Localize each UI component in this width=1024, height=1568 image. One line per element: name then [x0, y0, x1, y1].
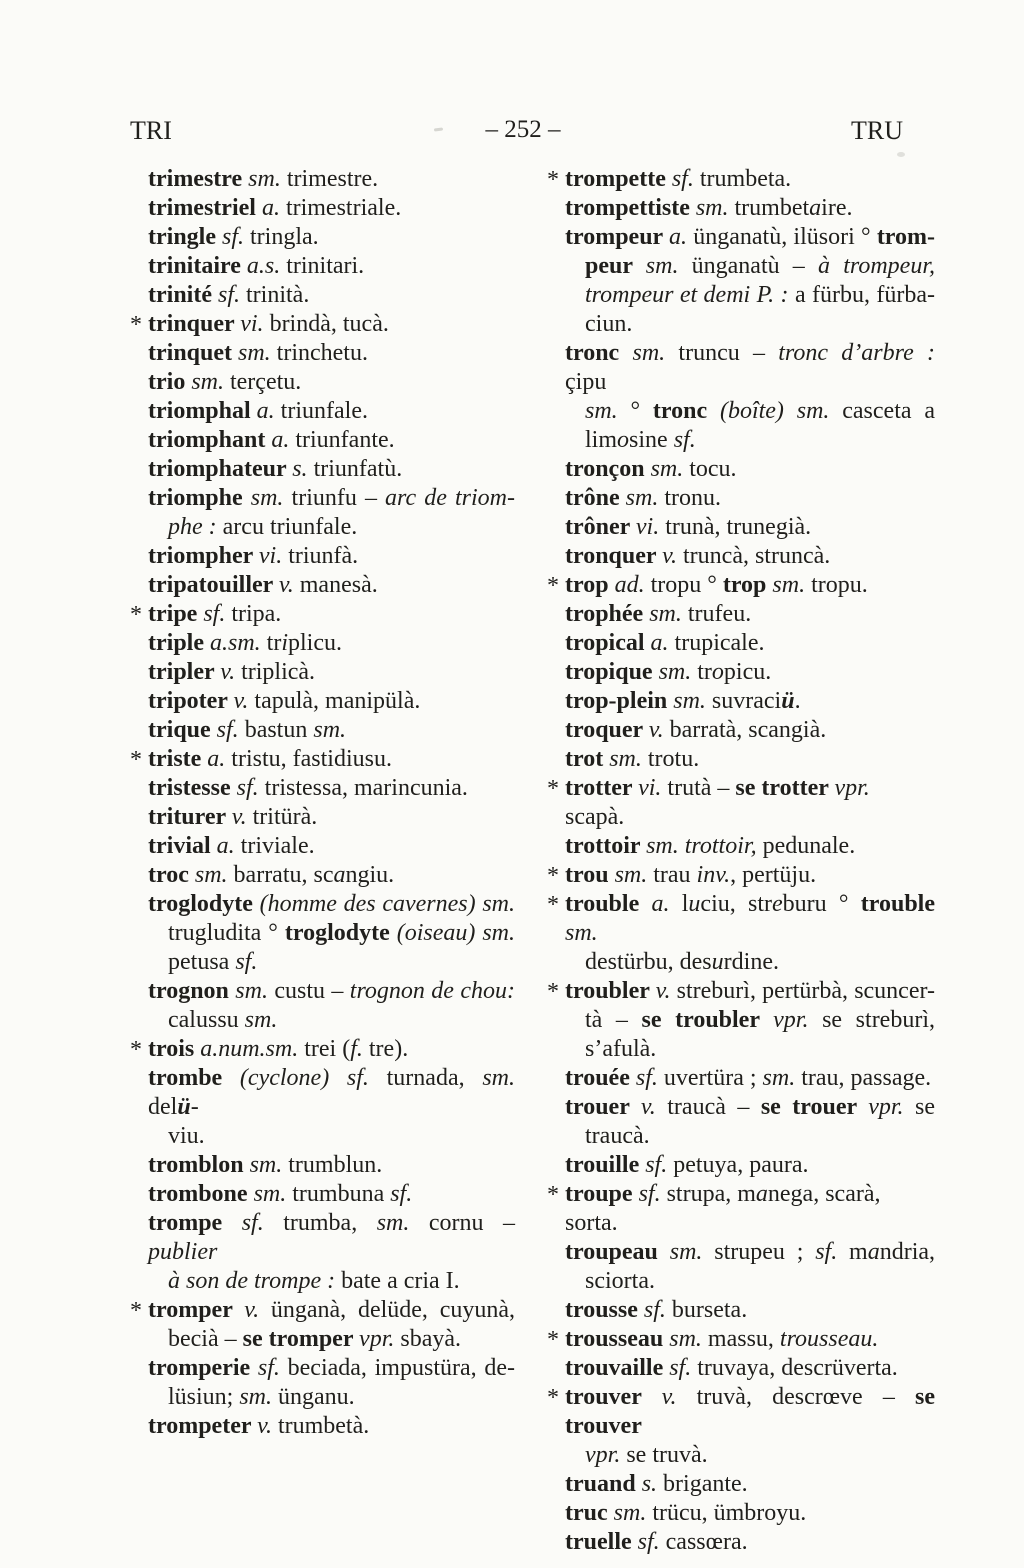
dictionary-entry: [130, 1064, 515, 1151]
entry-line: tripler v. triplicà.: [148, 659, 316, 685]
dictionary-entry: [130, 368, 515, 397]
entry-line: triste a. tristu, fastidiusu.: [148, 746, 392, 772]
dictionary-entry: [547, 977, 935, 1064]
dictionary-entry: [130, 774, 515, 803]
dictionary-entry: [547, 1470, 935, 1499]
dictionary-entry: [130, 310, 515, 339]
entry-line: trombone sm. trumbuna sf.: [148, 1181, 413, 1207]
dictionary-entry: [130, 977, 515, 1035]
dictionary-entry: [547, 223, 935, 339]
entry-line: trouée sf. uvertüra ; sm. trau, passage.: [565, 1065, 932, 1091]
dictionary-entry: [130, 339, 515, 368]
entry-line: tripoter v. tapulà, manipülà.: [148, 688, 421, 714]
dictionary-entry: [130, 803, 515, 832]
entry-line: trop-plein sm. suvraciü.: [565, 688, 801, 714]
entry-line: s’afulà.: [585, 1036, 657, 1062]
entry-line: trinitaire a.s. trinitari.: [148, 253, 365, 279]
page-number: – 252 –: [485, 116, 561, 143]
dictionary-entry: [547, 1528, 935, 1557]
entry-line: sciorta.: [585, 1268, 655, 1294]
dictionary-entry: [547, 1238, 935, 1296]
entry-line: trot sm. trotu.: [565, 746, 700, 772]
dictionary-entry: [130, 426, 515, 455]
dictionary-entry: [547, 629, 935, 658]
dictionary-entry: [130, 600, 515, 629]
dictionary-entry: [130, 194, 515, 223]
entry-line: limosine sf.: [585, 427, 696, 453]
dictionary-entry: [547, 571, 935, 600]
star-marker: *: [547, 863, 559, 889]
entry-line: trique sf. bastun sm.: [148, 717, 347, 743]
entry-line: viu.: [168, 1123, 205, 1149]
dictionary-entry: [130, 484, 515, 542]
entry-line: trophée sm. trufeu.: [565, 601, 752, 627]
dictionary-entry: [547, 890, 935, 977]
entry-line: traucà.: [585, 1123, 650, 1149]
entry-line: triomphal a. triunfale.: [148, 398, 368, 424]
dictionary-entry: [130, 687, 515, 716]
entry-line: trompeter v. trumbetà.: [148, 1413, 370, 1439]
entry-line: tronçon sm. tocu.: [565, 456, 737, 482]
entry-line: trou sm. trau inv., pertüju.: [565, 862, 817, 888]
entry-line: trombe (cyclone) sf. turnada, sm. delü-: [148, 1065, 515, 1120]
star-marker: *: [547, 167, 559, 193]
dictionary-entry: [130, 1209, 515, 1296]
entry-line: trio sm. terçetu.: [148, 369, 302, 395]
dictionary-entry: [547, 716, 935, 745]
entry-line: trimestre sm. trimestre.: [148, 166, 379, 192]
dictionary-entry: [130, 1412, 515, 1441]
entry-line: à son de trompe : bate a cria I.: [168, 1268, 460, 1294]
star-marker: *: [547, 776, 559, 802]
entry-line: triple a.sm. triplicu.: [148, 630, 342, 656]
entry-line: tringle sf. tringla.: [148, 224, 319, 250]
entry-line: trompeur a. ünganatù, ilüsori ° trom-: [565, 224, 936, 250]
entry-line: troc sm. barratu, scangiu.: [148, 862, 395, 888]
star-marker: *: [130, 1037, 142, 1063]
entry-line: trinquer vi. brindà, tucà.: [148, 311, 389, 337]
dictionary-entry: [547, 1093, 935, 1151]
dictionary-entry: [130, 281, 515, 310]
dictionary-entry: [547, 600, 935, 629]
entry-line: troglodyte (homme des cavernes) sm.: [148, 891, 515, 917]
entry-line: trouer v. traucà – se trouer vpr. se: [565, 1094, 935, 1120]
dictionary-entry: [130, 658, 515, 687]
left-column: [130, 165, 515, 1441]
dictionary-entry: [547, 165, 935, 194]
dictionary-entry: [547, 861, 935, 890]
entry-line: trognon sm. custu – trognon de chou:: [148, 978, 515, 1004]
entry-line: tronquer v. truncà, struncà.: [565, 543, 831, 569]
star-marker: *: [547, 1327, 559, 1353]
dictionary-entry: [547, 1354, 935, 1383]
dictionary-entry: [130, 397, 515, 426]
dictionary-entry: [130, 629, 515, 658]
guide-word-right: TRU: [851, 116, 903, 145]
entry-line: triompher vi. triunfà.: [148, 543, 359, 569]
dictionary-entry: [547, 1296, 935, 1325]
entry-line: trottoir sm. trottoir, pedunale.: [565, 833, 856, 859]
entry-line: becià – se tromper vpr. sbayà.: [168, 1326, 462, 1352]
entry-line: trouver v. truvà, descrœve – se trouver: [565, 1384, 936, 1439]
entry-line: trompettiste sm. trumbetaire.: [565, 195, 853, 221]
dictionary-entry: [130, 252, 515, 281]
dictionary-entry: [547, 745, 935, 774]
dictionary-entry: [547, 1325, 935, 1354]
entry-line: troubler v. streburì, pertürbà, scuncer-: [565, 978, 935, 1004]
dictionary-entry: [547, 658, 935, 687]
entry-line: calussu sm.: [168, 1007, 278, 1033]
entry-line: trouvaille sf. truvaya, descrüverta.: [565, 1355, 898, 1381]
star-marker: *: [547, 573, 559, 599]
dictionary-entry: [130, 716, 515, 745]
star-marker: *: [130, 1298, 142, 1324]
star-marker: *: [130, 312, 142, 338]
dictionary-entry: [547, 455, 935, 484]
entry-line: trompe sf. trumba, sm. cornu – publier: [148, 1210, 516, 1265]
dictionary-entry: [130, 1151, 515, 1180]
entry-line: trône sm. tronu.: [565, 485, 721, 511]
dictionary-entry: [547, 687, 935, 716]
entry-line: peur sm. ünganatù – à trompeur,: [585, 253, 935, 279]
dictionary-entry: [547, 1180, 935, 1238]
entry-line: triomphe sm. triunfu – arc de triom-: [148, 485, 515, 511]
dictionary-entry: [130, 1354, 515, 1412]
entry-line: tropique sm. tropicu.: [565, 659, 772, 685]
entry-line: trôner vi. trunà, trunegià.: [565, 514, 812, 540]
star-marker: *: [547, 1182, 559, 1208]
entry-line: tronc sm. truncu – tronc d’arbre : çipu: [565, 340, 935, 395]
star-marker: *: [130, 747, 142, 773]
entry-line: tromperie sf. beciada, impustüra, de-: [148, 1355, 515, 1381]
entry-line: trotter vi. trutà – se trotter vpr. scapà.: [565, 775, 870, 830]
dictionary-entry: [130, 1035, 515, 1064]
scan-artifact: [897, 152, 905, 157]
dictionary-entry: [130, 1180, 515, 1209]
dictionary-entry: [130, 861, 515, 890]
dictionary-entry: [547, 774, 935, 832]
entry-line: trousseau sm. massu, trousseau.: [565, 1326, 879, 1352]
dictionary-entry: [130, 223, 515, 252]
dictionary-entry: [547, 513, 935, 542]
star-marker: *: [547, 979, 559, 1005]
entry-line: petusa sf.: [168, 949, 258, 975]
entry-line: tromper v. ünganà, delüde, cuyunà,: [148, 1297, 515, 1323]
entry-line: truc sm. trücu, ümbroyu.: [565, 1500, 807, 1526]
entry-line: trimestriel a. trimestriale.: [148, 195, 402, 221]
entry-line: tripatouiller v. manesà.: [148, 572, 378, 598]
dictionary-entry: [547, 832, 935, 861]
entry-line: tà – se troubler vpr. se streburì,: [585, 1007, 935, 1033]
star-marker: *: [547, 892, 559, 918]
dictionary-entry: [130, 890, 515, 977]
entry-line: trousse sf. burseta.: [565, 1297, 748, 1323]
dictionary-entry: [547, 1151, 935, 1180]
dictionary-entry: [130, 165, 515, 194]
entry-line: lüsiun; sm. ünganu.: [168, 1384, 355, 1410]
dictionary-entry: [547, 484, 935, 513]
dictionary-entry: [130, 745, 515, 774]
dictionary-entry: [130, 542, 515, 571]
entry-line: truelle sf. cassœra.: [565, 1529, 748, 1555]
guide-word-left: TRI: [130, 116, 172, 145]
entry-line: triomphateur s. triunfatù.: [148, 456, 403, 482]
dictionary-entry: [547, 1383, 935, 1470]
entry-line: trop ad. tropu ° trop sm. tropu.: [565, 572, 868, 598]
entry-line: triturer v. tritürà.: [148, 804, 318, 830]
entry-line: sm. ° tronc (boîte) sm. casceta a: [585, 398, 935, 424]
star-marker: *: [547, 1385, 559, 1411]
entry-line: truand s. brigante.: [565, 1471, 748, 1497]
entry-line: trivial a. triviale.: [148, 833, 315, 859]
star-marker: *: [130, 602, 142, 628]
entry-line: destürbu, desurdine.: [585, 949, 779, 975]
entry-line: trinité sf. trinità.: [148, 282, 310, 308]
entry-line: trouille sf. petuya, paura.: [565, 1152, 809, 1178]
entry-line: troupeau sm. strupeu ; sf. mandria,: [565, 1239, 936, 1265]
dictionary-entry: [130, 571, 515, 600]
entry-line: tromblon sm. trumblun.: [148, 1152, 383, 1178]
dictionary-entry: [130, 1296, 515, 1354]
dictionary-entry: [547, 1499, 935, 1528]
dictionary-entry: [130, 832, 515, 861]
page-header: [0, 116, 1024, 148]
entry-line: tropical a. trupicale.: [565, 630, 765, 656]
entry-line: phe : arcu triunfale.: [168, 514, 358, 540]
entry-line: ciun.: [585, 311, 633, 337]
entry-line: tripe sf. tripa.: [148, 601, 282, 627]
entry-line: trompette sf. trumbeta.: [565, 166, 792, 192]
right-column: [547, 165, 935, 1557]
entry-line: trompeur et demi P. : a fürbu, fürba-: [585, 282, 935, 308]
dictionary-entry: [547, 542, 935, 571]
entry-line: trois a.num.sm. trei (f. tre).: [148, 1036, 409, 1062]
entry-line: trouble a. luciu, streburu ° trouble sm.: [565, 891, 935, 946]
entry-line: trinquet sm. trinchetu.: [148, 340, 368, 366]
dictionary-entry: [547, 194, 935, 223]
entry-line: trugludita ° troglodyte (oiseau) sm.: [168, 920, 515, 946]
entry-line: troupe sf. strupa, manega, scarà, sorta.: [565, 1181, 881, 1236]
entry-line: tristesse sf. tristessa, marincunia.: [148, 775, 468, 801]
dictionary-entry: [547, 339, 935, 455]
dictionary-entry: [130, 455, 515, 484]
entry-line: troquer v. barratà, scangià.: [565, 717, 827, 743]
dictionary-entry: [547, 1064, 935, 1093]
entry-line: triomphant a. triunfante.: [148, 427, 395, 453]
entry-line: vpr. se truvà.: [585, 1442, 708, 1468]
